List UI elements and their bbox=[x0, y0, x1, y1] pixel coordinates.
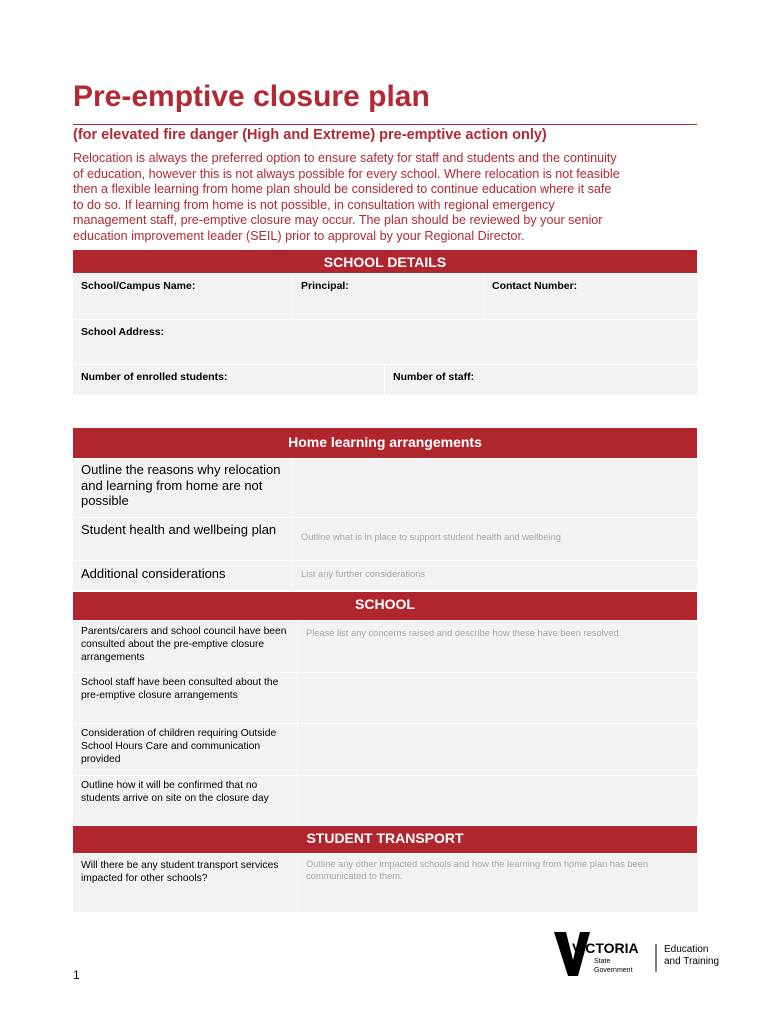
staff-count-field[interactable] bbox=[385, 365, 697, 396]
no-students-confirmed-input[interactable] bbox=[298, 776, 697, 826]
wellbeing-plan-input[interactable]: Outline what is in place to support student health and wellbeing bbox=[293, 518, 697, 561]
dept-line-1: Education bbox=[664, 944, 709, 955]
wellbeing-plan-label: Student health and wellbeing plan bbox=[73, 518, 293, 561]
dept-line-2: and Training bbox=[664, 956, 720, 967]
campus-name-field[interactable] bbox=[73, 274, 293, 320]
principal-field[interactable] bbox=[293, 274, 484, 320]
intro-line: to do so. If learning from home is not possible, in consultation with regional emergency bbox=[73, 197, 555, 212]
transport-impact-label: Will there be any student transport services impacted for other schools? bbox=[73, 854, 298, 913]
logo-government: Government bbox=[594, 967, 633, 974]
title-rule bbox=[73, 124, 697, 125]
logo-state: State bbox=[594, 958, 611, 965]
oshc-consideration-input[interactable] bbox=[298, 724, 697, 776]
parents-consulted-label: Parents/carers and school council have been consulted about the pre-emptive closure arrangements bbox=[73, 621, 298, 673]
victoria-government-logo bbox=[552, 930, 732, 980]
staff-count-label: Number of staff: bbox=[393, 371, 475, 383]
home-learning-reasons-input[interactable] bbox=[293, 459, 697, 518]
school-details-heading: SCHOOL DETAILS bbox=[73, 250, 697, 274]
parents-consulted-input[interactable]: Please list any concerns raised and describe how these have been resolved. bbox=[298, 621, 697, 673]
school-address-field[interactable] bbox=[73, 320, 697, 365]
oshc-consideration-label: Consideration of children requiring Outside School Hours Care and communication provided bbox=[73, 724, 298, 776]
page-number: 1 bbox=[73, 968, 80, 982]
home-learning-heading: Home learning arrangements bbox=[73, 428, 697, 459]
intro-line: education improvement leader (SEIL) prior to approval by your Regional Director. bbox=[73, 228, 525, 243]
no-students-confirmed-label: Outline how it will be confirmed that no students arrive on site on the closure day bbox=[73, 776, 298, 826]
intro-line: then a flexible learning from home plan should be considered to continue education where it safe bbox=[73, 182, 612, 197]
victoria-state-icon bbox=[552, 930, 732, 980]
contact-number-field[interactable] bbox=[484, 274, 697, 320]
page-title: Pre-emptive closure plan bbox=[73, 80, 430, 113]
school-heading: SCHOOL bbox=[73, 592, 697, 621]
enrolled-students-field[interactable] bbox=[73, 365, 385, 396]
intro-line: Relocation is always the preferred option to ensure safety for staff and students and the continuity bbox=[73, 151, 617, 165]
home-learning-reasons-label: Outline the reasons why relocation and learning from home are not possible bbox=[73, 459, 293, 518]
principal-label: Principal: bbox=[301, 280, 349, 292]
contact-number-label: Contact Number: bbox=[492, 280, 578, 292]
intro-line: of education, however this is not always possible for every school. Where relocation is not feasible bbox=[73, 166, 620, 181]
staff-consulted-label: School staff have been consulted about the pre-emptive closure arrangements bbox=[73, 673, 298, 724]
page-subtitle: (for elevated fire danger (High and Extreme) pre-emptive action only) bbox=[73, 127, 547, 143]
logo-word: VICTORIA bbox=[572, 940, 639, 956]
additional-considerations-label: Additional considerations bbox=[73, 561, 293, 591]
additional-considerations-input[interactable]: List any further considerations bbox=[293, 561, 697, 591]
staff-consulted-input[interactable] bbox=[298, 673, 697, 724]
enrolled-students-label: Number of enrolled students: bbox=[81, 371, 228, 383]
intro-paragraph bbox=[73, 151, 703, 245]
student-transport-heading: STUDENT TRANSPORT bbox=[73, 826, 697, 854]
school-address-label: School Address: bbox=[81, 326, 165, 338]
transport-impact-input[interactable]: Outline any other impacted schools and how the learning from home plan has been communicated to them. bbox=[298, 854, 697, 913]
campus-name-label: School/Campus Name: bbox=[81, 280, 196, 292]
intro-line: management staff, pre-emptive closure may occur. The plan should be reviewed by your senior bbox=[73, 213, 603, 228]
